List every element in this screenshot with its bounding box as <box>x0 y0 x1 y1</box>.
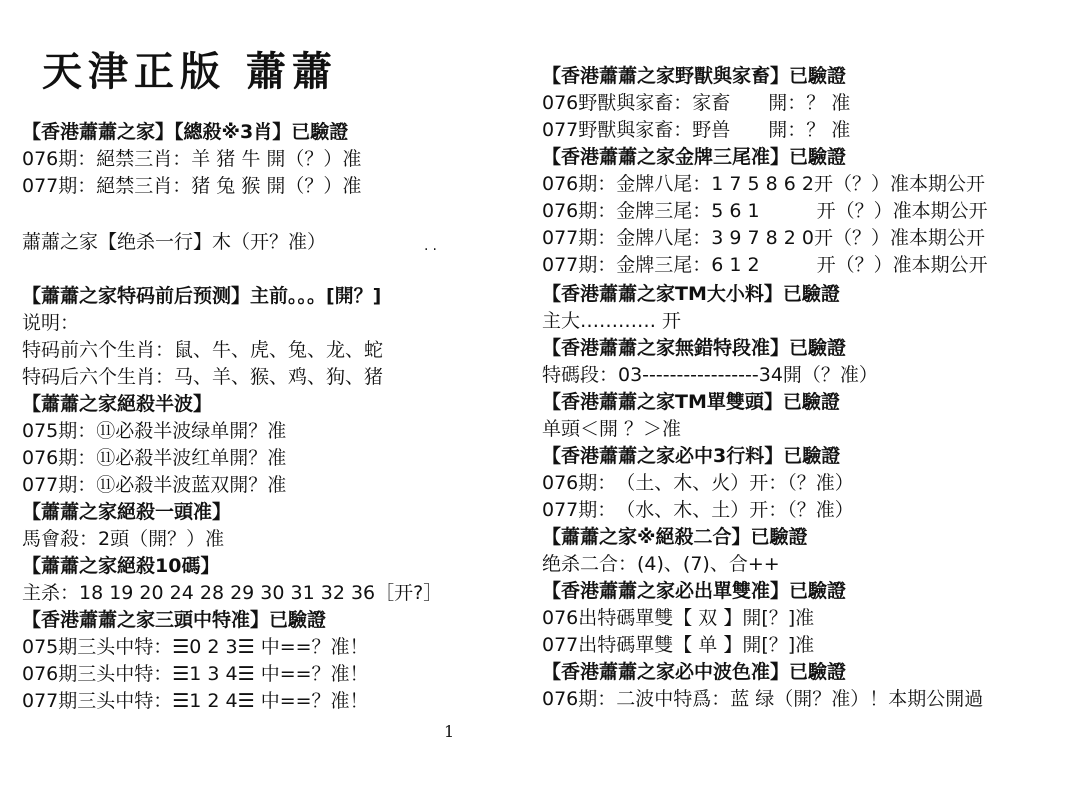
right-line-7: 077期：金牌三尾：6 1 2 开（？）准本期公开 <box>542 254 988 276</box>
right-line-0: 【香港蕭蕭之家野獸與家畜】已驗證 <box>542 65 847 87</box>
page-title: 天津正版 蕭蕭 <box>42 48 338 95</box>
left-line-8: 【蕭蕭之家絕殺半波】 <box>22 393 213 415</box>
left-line-4: 【蕭蕭之家特码前后预测】主前。。。[開？] <box>22 285 382 307</box>
right-line-13: 单頭＜開 ？＞准 <box>542 418 682 440</box>
left-line-0: 【香港蕭蕭之家】【總殺※3肖】已驗證 <box>22 121 349 143</box>
left-line-7: 特码后六个生肖：马、羊、猴、鸡、狗、猪 <box>22 366 384 388</box>
left-line-14: 【蕭蕭之家絕殺10碼】 <box>22 555 220 577</box>
right-line-15: 076期： （土、木、火）开：（？准） <box>542 472 854 494</box>
right-line-3: 【香港蕭蕭之家金牌三尾准】已驗證 <box>542 146 847 168</box>
right-line-8: 【香港蕭蕭之家TM大小料】已驗證 <box>542 283 840 305</box>
right-line-12: 【香港蕭蕭之家TM單雙頭】已驗證 <box>542 391 840 413</box>
right-line-19: 【香港蕭蕭之家必出單雙准】已驗證 <box>542 580 847 602</box>
left-line-6: 特码前六个生肖：鼠、牛、虎、兔、龙、蛇 <box>22 339 384 361</box>
right-line-17: 【蕭蕭之家※絕殺二合】已驗證 <box>542 526 808 548</box>
right-line-14: 【香港蕭蕭之家必中3行料】已驗證 <box>542 445 841 467</box>
left-line-18: 076期三头中特：☰1 3 4☰ 中==？准！ <box>22 663 369 685</box>
right-line-11: 特碼段：03-----------------34開（？准） <box>542 364 878 386</box>
right-line-1: 076野獸與家畜：家畜 開：？ 准 <box>542 92 851 114</box>
left-line-13: 馬會殺：2頭（開？）准 <box>22 528 225 550</box>
right-line-5: 076期：金牌三尾：5 6 1 开（？）准本期公开 <box>542 200 988 222</box>
right-line-20: 076出特碼單雙【 双 】開[？]准 <box>542 607 815 629</box>
right-line-10: 【香港蕭蕭之家無錯特段准】已驗證 <box>542 337 847 359</box>
left-line-12: 【蕭蕭之家絕殺一頭准】 <box>22 501 232 523</box>
right-line-2: 077野獸與家畜：野兽 開：？ 准 <box>542 119 851 141</box>
left-line-16: 【香港蕭蕭之家三頭中特准】已驗證 <box>22 609 327 631</box>
left-line-9: 075期：⑪必殺半波绿单開？准 <box>22 420 287 442</box>
left-line-1: 076期：絕禁三肖：羊 猪 牛 開（？）准 <box>22 148 362 170</box>
left-line-19: 077期三头中特：☰1 2 4☰ 中==？准！ <box>22 690 369 712</box>
page-number: 1 <box>444 722 455 741</box>
right-line-22: 【香港蕭蕭之家必中波色准】已驗證 <box>542 661 847 683</box>
left-line-10: 076期：⑪必殺半波红单開？准 <box>22 447 287 469</box>
left-line-11: 077期：⑪必殺半波蓝双開？准 <box>22 474 287 496</box>
left-line-3: 蕭蕭之家【绝杀一行】木（开？准） <box>22 231 327 253</box>
left-line-5: 说明： <box>22 312 80 334</box>
right-line-16: 077期： （水、木、土）开：（？准） <box>542 499 854 521</box>
dots-mark: .. <box>424 238 441 254</box>
right-line-9: 主大………… 开 <box>542 310 682 332</box>
right-line-6: 077期：金牌八尾：3 9 7 8 2 0开（？）准本期公开 <box>542 227 985 249</box>
right-line-4: 076期：金牌八尾：1 7 5 8 6 2开（？）准本期公开 <box>542 173 985 195</box>
right-line-18: 绝杀二合：(4)、(7)、合++ <box>542 553 780 575</box>
right-line-23: 076期：二波中特爲：蓝 绿（開？准）！本期公開過 <box>542 688 984 710</box>
left-line-17: 075期三头中特：☰0 2 3☰ 中==？准！ <box>22 636 369 658</box>
left-line-2: 077期：絕禁三肖：猪 兔 猴 開（？）准 <box>22 175 362 197</box>
left-line-15: 主杀：18 19 20 24 28 29 30 31 32 36［开?］ <box>22 582 443 604</box>
right-line-21: 077出特碼單雙【 单 】開[？]准 <box>542 634 815 656</box>
